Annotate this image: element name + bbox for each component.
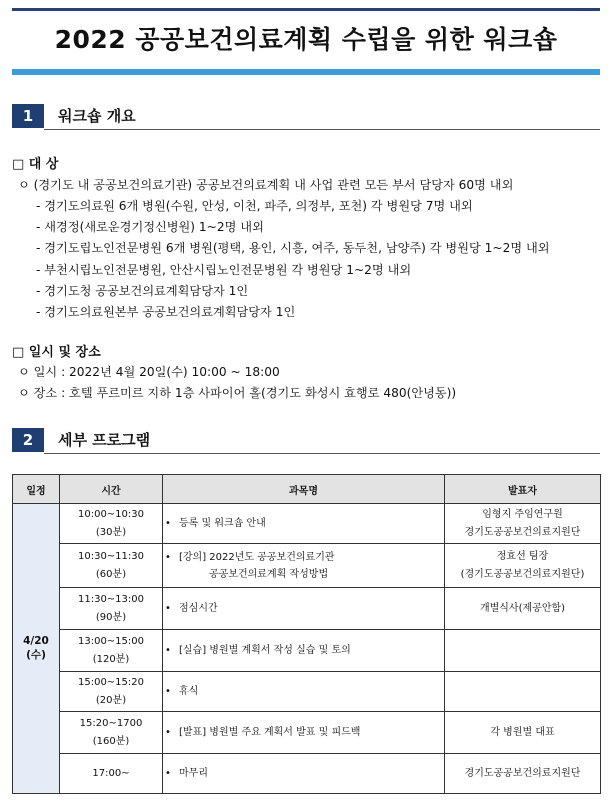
bullet-icon: •	[165, 727, 171, 738]
speaker-cell	[445, 712, 601, 754]
time-duration: (120분)	[92, 653, 130, 665]
section-1-header	[12, 104, 600, 128]
section-2-header	[12, 428, 600, 452]
date-line-2: (수)	[26, 649, 46, 661]
topic-text: 점심시간	[179, 603, 218, 614]
speaker-cell	[445, 588, 601, 630]
schedule-heading: □ 일시 및 장소	[12, 345, 101, 360]
target-heading: □ 대 상	[12, 157, 59, 172]
target-item-5: - 경기도청 공공보건의료계획담당자 1인	[36, 284, 249, 298]
topic-cell	[163, 712, 445, 754]
topic-text: 마무리	[179, 768, 208, 779]
time-cell	[60, 712, 163, 754]
table-row	[13, 672, 601, 712]
time-range: 15:20~1700	[79, 717, 143, 729]
target-item-1: - 경기도의료원 6개 병원(수원, 안성, 이천, 파주, 의정부, 포천) 각 병원당 7명 내외	[36, 199, 473, 213]
speaker-line-1: 임형지 주임연구원	[482, 508, 563, 520]
table-row	[13, 754, 601, 794]
header-time: 시간	[60, 475, 163, 504]
time-range: 15:00~15:20	[77, 676, 144, 688]
table-row	[13, 544, 601, 588]
time-duration: (20분)	[95, 694, 127, 706]
table-row	[13, 712, 601, 754]
speaker-cell	[445, 630, 601, 672]
topic-cell	[163, 672, 445, 712]
table-row	[13, 588, 601, 630]
table-row	[13, 630, 601, 672]
topic-cell	[163, 588, 445, 630]
time-cell	[60, 544, 163, 588]
section-1-underline	[44, 129, 600, 130]
topic-cell	[163, 504, 445, 544]
topic-text: [강의] 2022년도 공공보건의료기관	[179, 551, 335, 563]
section-1-number: 1	[12, 104, 44, 128]
speaker-line-2: (경기도공공보건의료지원단)	[460, 568, 585, 580]
section-1-title: 워크숍 개요	[58, 107, 136, 125]
title-bottom-rule	[12, 69, 600, 75]
topic-cell	[163, 630, 445, 672]
time-cell	[60, 588, 163, 630]
speaker-line-2: 경기도공공보건의료지원단	[464, 526, 581, 538]
topic-text: [실습] 병원별 계획서 작성 실습 및 토의	[179, 645, 351, 656]
time-duration: (90분)	[95, 611, 127, 623]
header-topic: 과목명	[163, 475, 445, 504]
time-range: 11:30~13:00	[77, 593, 144, 605]
speaker-cell	[445, 672, 601, 712]
section-2-number: 2	[12, 428, 44, 452]
time-cell	[60, 672, 163, 712]
speaker-cell	[445, 504, 601, 544]
topic-text: 등록 및 워크숍 안내	[179, 518, 266, 529]
bullet-icon: •	[165, 768, 171, 779]
table-row	[13, 504, 601, 544]
time-cell	[60, 504, 163, 544]
section-2-underline	[44, 453, 600, 454]
bullet-icon: •	[165, 518, 171, 529]
speaker-line-1: 경기도공공보건의료지원단	[464, 767, 581, 779]
date-line-1: 4/20	[23, 635, 49, 647]
topic-text: [발표] 병원별 주요 계획서 발표 및 피드백	[179, 727, 361, 738]
time-range: 10:00~10:30	[77, 508, 144, 520]
date-cell	[13, 504, 60, 794]
time-duration: (160분)	[92, 735, 130, 747]
topic-cell	[163, 754, 445, 794]
time-duration: (60분)	[95, 568, 127, 580]
target-item-6: - 경기도의료원본부 공공보건의료계획담당자 1인	[36, 305, 296, 319]
bullet-icon: •	[165, 603, 171, 614]
time-cell	[60, 754, 163, 794]
time-duration: (30분)	[95, 526, 127, 538]
header-date: 일정	[13, 475, 60, 504]
header-speaker: 발표자	[445, 475, 601, 504]
target-main: ㅇ (경기도 내 공공보건의료기관) 공공보건의료계획 내 사업 관련 모든 부서 담당자 60명 내외	[18, 178, 514, 192]
program-table	[12, 474, 601, 794]
target-item-4: - 부천시립노인전문병원, 안산시립노인전문병원 각 병원당 1~2명 내외	[36, 263, 412, 277]
target-item-2: - 새경정(새로운경기정신병원) 1~2명 내외	[36, 220, 264, 234]
speaker-line-1: 각 병원별 대표	[490, 726, 555, 738]
bullet-icon: •	[165, 645, 171, 656]
speaker-cell	[445, 544, 601, 588]
time-cell	[60, 630, 163, 672]
topic-text: 휴식	[179, 686, 199, 697]
topic-text-line-2: 공공보건의료계획 작성방법	[209, 568, 329, 580]
speaker-line-1: 개별식사(제공안함)	[479, 602, 566, 614]
bullet-icon: •	[165, 551, 171, 563]
speaker-line-1: 정효선 팀장	[496, 550, 549, 562]
table-header-row	[13, 475, 601, 504]
time-range: 13:00~15:00	[77, 635, 144, 647]
target-item-3: - 경기도립노인전문병원 6개 병원(평택, 용인, 시흥, 여주, 동두천, 남양주) 각 병원당 1~2명 내외	[36, 241, 550, 255]
schedule-place: ㅇ 장소 : 호텔 푸르미르 지하 1층 사파이어 홀(경기도 화성시 효행로 480(안녕동))	[18, 386, 457, 400]
schedule-date: ㅇ 일시 : 2022년 4월 20일(수) 10:00 ~ 18:00	[18, 365, 280, 379]
speaker-cell	[445, 754, 601, 794]
title-box	[12, 8, 600, 75]
section-2-title: 세부 프로그램	[58, 431, 151, 449]
bullet-icon: •	[165, 686, 171, 697]
topic-cell	[163, 544, 445, 588]
time-range: 17:00~	[92, 767, 130, 779]
page-title: 2022 공공보건의료계획 수립을 위한 워크숍	[54, 25, 558, 54]
time-range: 10:30~11:30	[77, 550, 144, 562]
